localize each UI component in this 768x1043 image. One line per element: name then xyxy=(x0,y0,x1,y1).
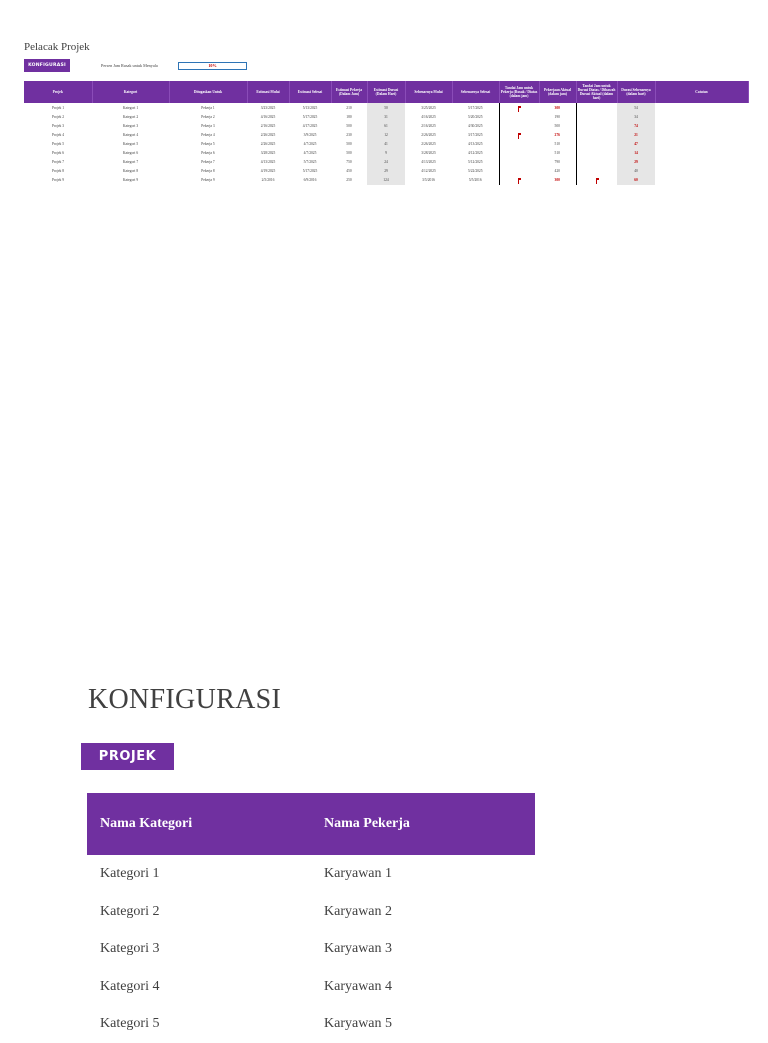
table-row[interactable] xyxy=(24,121,748,130)
actual-start-cell[interactable]: 2/16/2025 xyxy=(421,123,436,128)
pekerja-cell[interactable]: Pekerja 3 xyxy=(201,123,215,128)
hours-flag-cell[interactable] xyxy=(499,158,539,167)
column-header[interactable]: Ditugaskan Untuk xyxy=(169,81,247,103)
config-table-header xyxy=(87,793,535,855)
actual-days-cell[interactable]: 14 xyxy=(617,148,655,157)
column-header[interactable]: Pekerjaan Aktual (dalam jam) xyxy=(539,81,576,103)
est-days-cell[interactable]: 12 xyxy=(367,130,405,139)
actual-hours-cell[interactable]: 420 xyxy=(554,169,560,174)
est-start-cell[interactable]: 4/16/2025 xyxy=(260,114,276,119)
actual-end-cell[interactable]: 4/13/2025 xyxy=(467,141,483,146)
est-hours-cell[interactable]: 230 xyxy=(346,132,352,137)
notes-cell[interactable] xyxy=(655,158,748,167)
est-end-cell[interactable]: 4/7/2025 xyxy=(303,141,317,146)
est-end-cell[interactable]: 4/17/2025 xyxy=(302,123,318,128)
est-hours-cell[interactable]: 750 xyxy=(346,160,352,165)
column-header[interactable]: Projek xyxy=(24,81,92,103)
column-header[interactable]: Durasi Sebenarnya (dalam hari) xyxy=(617,81,655,103)
hours-flag-cell[interactable] xyxy=(499,103,539,112)
tracker-title: Pelacak Projek xyxy=(24,41,90,53)
column-header[interactable]: Sebenarnya Selesai xyxy=(452,81,499,103)
est-hours-cell[interactable]: 500 xyxy=(346,141,352,146)
actual-hours-cell[interactable]: 190 xyxy=(554,114,560,119)
kategori-cell[interactable]: Kategori 5 xyxy=(122,141,139,146)
est-start-cell[interactable]: 2/5/2016 xyxy=(261,178,275,183)
percent-label: Persen Jam Rusak untuk Menyala xyxy=(101,63,158,68)
projek-cell[interactable]: Projek 4 xyxy=(51,132,65,137)
days-flag-cell[interactable] xyxy=(576,148,617,157)
actual-hours-cell[interactable]: 300 xyxy=(554,178,560,183)
actual-start-cell[interactable]: 4/16/2025 xyxy=(421,114,436,119)
notes-cell[interactable] xyxy=(655,139,748,148)
project-tracker xyxy=(24,40,748,183)
pekerja-cell[interactable]: Pekerja 5 xyxy=(201,141,215,146)
table-row[interactable] xyxy=(24,112,748,121)
table-row[interactable] xyxy=(24,176,748,185)
est-days-cell[interactable]: 29 xyxy=(367,167,405,176)
est-hours-cell[interactable]: 450 xyxy=(346,169,352,174)
pekerja-cell[interactable]: Karyawan 4 xyxy=(324,978,393,994)
table-row[interactable] xyxy=(24,148,748,157)
actual-end-cell[interactable]: 5/17/2025 xyxy=(467,105,483,110)
notes-cell[interactable] xyxy=(655,167,748,176)
column-header-pekerja[interactable]: Nama Pekerja xyxy=(324,816,410,831)
kategori-cell[interactable]: Kategori 9 xyxy=(122,178,139,183)
column-header[interactable]: Catatan xyxy=(655,81,748,103)
tracker-table xyxy=(24,81,749,185)
est-days-cell[interactable]: 24 xyxy=(367,158,405,167)
actual-days-cell[interactable]: 40 xyxy=(617,167,655,176)
hours-flag-cell[interactable] xyxy=(499,148,539,157)
actual-start-cell[interactable]: 4/13/2025 xyxy=(421,160,436,165)
table-row[interactable] xyxy=(24,103,748,112)
config-row xyxy=(24,59,748,73)
tracker-table-body xyxy=(24,103,748,185)
kategori-cell[interactable]: Kategori 5 xyxy=(100,1016,160,1031)
actual-hours-cell[interactable]: 276 xyxy=(554,132,560,137)
days-flag-cell[interactable] xyxy=(576,103,617,112)
days-flag-cell[interactable] xyxy=(576,121,617,130)
est-end-cell[interactable]: 4/7/2025 xyxy=(303,151,317,156)
est-end-cell[interactable]: 6/9/2016 xyxy=(303,178,317,183)
table-header-row xyxy=(24,81,748,103)
notes-cell[interactable] xyxy=(655,130,748,139)
kategori-cell[interactable]: Kategori 1 xyxy=(100,866,160,881)
days-flag-cell[interactable] xyxy=(576,139,617,148)
actual-days-cell[interactable]: 54 xyxy=(617,103,655,112)
kategori-cell[interactable]: Kategori 8 xyxy=(122,169,139,174)
days-flag-cell[interactable] xyxy=(576,130,617,139)
days-flag-cell[interactable] xyxy=(576,112,617,121)
est-hours-cell[interactable]: 180 xyxy=(346,114,352,119)
column-header[interactable]: Tandai Jam untuk Durasi Diatas / Dibawah Durasi Aktual (dalam hari) xyxy=(576,81,617,103)
est-start-cell[interactable]: 4/13/2025 xyxy=(260,160,276,165)
projek-cell[interactable]: Projek 2 xyxy=(51,114,65,119)
pekerja-cell[interactable]: Karyawan 2 xyxy=(324,903,393,919)
est-end-cell[interactable]: 5/7/2025 xyxy=(303,160,317,165)
column-header[interactable]: Estimasi Durasi (Dalam Hari) xyxy=(367,81,405,103)
table-row[interactable] xyxy=(87,930,535,968)
column-header[interactable]: Estimasi Selesai xyxy=(289,81,331,103)
actual-days-cell[interactable]: 29 xyxy=(617,158,655,167)
pekerja-cell[interactable]: Karyawan 5 xyxy=(324,1016,393,1031)
actual-end-cell[interactable]: 5/12/2025 xyxy=(467,160,483,165)
projek-tab[interactable]: PROJEK xyxy=(81,743,174,770)
kategori-cell[interactable]: Kategori 4 xyxy=(122,132,139,137)
actual-start-cell[interactable]: 3/28/2025 xyxy=(421,151,436,156)
est-start-cell[interactable]: 4/19/2025 xyxy=(260,169,276,174)
est-hours-cell[interactable]: 500 xyxy=(346,151,352,156)
actual-days-cell[interactable]: 60 xyxy=(617,176,655,185)
table-row[interactable] xyxy=(24,139,748,148)
est-start-cell[interactable]: 3/23/2025 xyxy=(260,105,276,110)
table-row[interactable] xyxy=(24,167,748,176)
column-header[interactable]: Sebenarnya Mulai xyxy=(405,81,452,103)
est-days-cell[interactable]: 31 xyxy=(367,112,405,121)
table-row[interactable] xyxy=(24,158,748,167)
projek-cell[interactable]: Projek 1 xyxy=(51,105,65,110)
notes-cell[interactable] xyxy=(655,112,748,121)
hours-flag-cell[interactable] xyxy=(499,167,539,176)
pekerja-cell[interactable]: Pekerja 7 xyxy=(201,160,215,165)
actual-hours-cell[interactable]: 300 xyxy=(554,105,560,110)
pekerja-cell[interactable]: Karyawan 3 xyxy=(324,941,393,956)
config-button[interactable]: KONFIGURASI xyxy=(24,59,70,72)
projek-cell[interactable]: Projek 8 xyxy=(51,169,65,174)
kategori-cell[interactable]: Kategori 7 xyxy=(122,160,139,165)
actual-start-cell[interactable]: 3/25/2025 xyxy=(421,105,436,110)
est-start-cell[interactable]: 2/26/2025 xyxy=(260,141,276,146)
kategori-cell[interactable]: Kategori 2 xyxy=(100,903,160,919)
projek-cell[interactable]: Projek 3 xyxy=(51,123,65,128)
actual-end-cell[interactable]: 5/22/2025 xyxy=(467,169,483,174)
est-end-cell[interactable]: 5/17/2025 xyxy=(302,169,318,174)
actual-start-cell[interactable]: 2/26/2025 xyxy=(421,132,436,137)
est-end-cell[interactable]: 5/17/2025 xyxy=(302,114,318,119)
est-days-cell[interactable]: 41 xyxy=(367,139,405,148)
days-flag-cell[interactable] xyxy=(576,158,617,167)
column-header-kategori[interactable]: Nama Kategori xyxy=(100,816,193,831)
percent-input[interactable]: 10% xyxy=(178,62,247,70)
est-days-cell[interactable]: 9 xyxy=(367,148,405,157)
kategori-cell[interactable]: Kategori 3 xyxy=(100,941,160,956)
config-title: KONFIGURASI xyxy=(88,684,282,715)
hours-flag-cell[interactable] xyxy=(499,121,539,130)
pekerja-cell[interactable]: Pekerja 1 xyxy=(201,105,215,110)
actual-start-cell[interactable]: 2/26/2025 xyxy=(421,141,436,146)
actual-end-cell[interactable]: 4/12/2025 xyxy=(467,151,483,156)
table-row[interactable] xyxy=(24,130,748,139)
hours-flag-cell[interactable] xyxy=(499,130,539,139)
pekerja-cell[interactable]: Pekerja 2 xyxy=(201,114,215,119)
est-start-cell[interactable]: 3/28/2025 xyxy=(260,151,276,156)
actual-hours-cell[interactable]: 510 xyxy=(554,151,560,156)
kategori-cell[interactable]: Kategori 4 xyxy=(100,978,160,994)
actual-end-cell[interactable]: 5/20/2025 xyxy=(467,114,483,119)
kategori-cell[interactable]: Kategori 6 xyxy=(122,151,139,156)
days-flag-cell[interactable] xyxy=(576,167,617,176)
actual-days-cell[interactable]: 21 xyxy=(617,130,655,139)
table-row[interactable] xyxy=(87,855,535,893)
pekerja-cell[interactable]: Pekerja 6 xyxy=(201,151,215,156)
est-end-cell[interactable]: 5/13/2025 xyxy=(302,105,318,110)
notes-cell[interactable] xyxy=(655,103,748,112)
config-table xyxy=(87,793,535,1043)
est-hours-cell[interactable]: 250 xyxy=(346,178,352,183)
kategori-cell[interactable]: Kategori 2 xyxy=(122,114,139,119)
actual-days-cell[interactable]: 74 xyxy=(617,121,655,130)
notes-cell[interactable] xyxy=(655,148,748,157)
projek-cell[interactable]: Projek 9 xyxy=(51,178,65,183)
kategori-cell[interactable]: Kategori 3 xyxy=(122,123,139,128)
actual-hours-cell[interactable]: 500 xyxy=(554,123,560,128)
actual-end-cell[interactable]: 3/17/2025 xyxy=(467,132,483,137)
actual-end-cell[interactable]: 5/5/2016 xyxy=(468,178,482,183)
pekerja-cell[interactable]: Karyawan 1 xyxy=(324,866,393,881)
actual-start-cell[interactable]: 4/12/2025 xyxy=(421,169,436,174)
hours-flag-cell[interactable] xyxy=(499,176,539,185)
notes-cell[interactable] xyxy=(655,121,748,130)
est-start-cell[interactable]: 2/16/2025 xyxy=(260,123,276,128)
hours-flag-cell[interactable] xyxy=(499,139,539,148)
actual-days-cell[interactable]: 47 xyxy=(617,139,655,148)
column-header[interactable]: Estimasi Pekerja (Dalam Jam) xyxy=(331,81,367,103)
actual-hours-cell[interactable]: 510 xyxy=(554,141,560,146)
table-row[interactable] xyxy=(87,968,535,1006)
notes-cell[interactable] xyxy=(655,176,748,185)
actual-days-cell[interactable]: 34 xyxy=(617,112,655,121)
kategori-cell[interactable]: Kategori 1 xyxy=(122,105,139,110)
est-start-cell[interactable]: 2/26/2025 xyxy=(260,132,276,137)
table-row[interactable] xyxy=(87,893,535,931)
est-days-cell[interactable]: 50 xyxy=(367,103,405,112)
column-header[interactable]: Tandai Jam untuk Pekerja (Rusak / Diatas (dalam jam) xyxy=(499,81,539,103)
days-flag-cell[interactable] xyxy=(576,176,617,185)
column-header[interactable]: Kategori xyxy=(92,81,169,103)
projek-cell[interactable]: Projek 5 xyxy=(51,141,65,146)
est-end-cell[interactable]: 3/9/2025 xyxy=(303,132,317,137)
est-hours-cell[interactable]: 210 xyxy=(346,105,352,110)
actual-hours-cell[interactable]: 790 xyxy=(554,160,560,165)
est-days-cell[interactable]: 124 xyxy=(367,176,405,185)
est-days-cell[interactable]: 61 xyxy=(367,121,405,130)
column-header[interactable]: Estimasi Mulai xyxy=(247,81,289,103)
est-hours-cell[interactable]: 500 xyxy=(346,123,352,128)
projek-cell[interactable]: Projek 7 xyxy=(51,160,65,165)
actual-end-cell[interactable]: 4/30/2025 xyxy=(467,123,483,128)
hours-flag-cell[interactable] xyxy=(499,112,539,121)
pekerja-cell[interactable]: Pekerja 4 xyxy=(201,132,215,137)
actual-start-cell[interactable]: 3/5/2016 xyxy=(422,178,435,183)
projek-cell[interactable]: Projek 6 xyxy=(51,151,65,156)
pekerja-cell[interactable]: Pekerja 8 xyxy=(201,169,215,174)
pekerja-cell[interactable]: Pekerja 9 xyxy=(201,178,215,183)
